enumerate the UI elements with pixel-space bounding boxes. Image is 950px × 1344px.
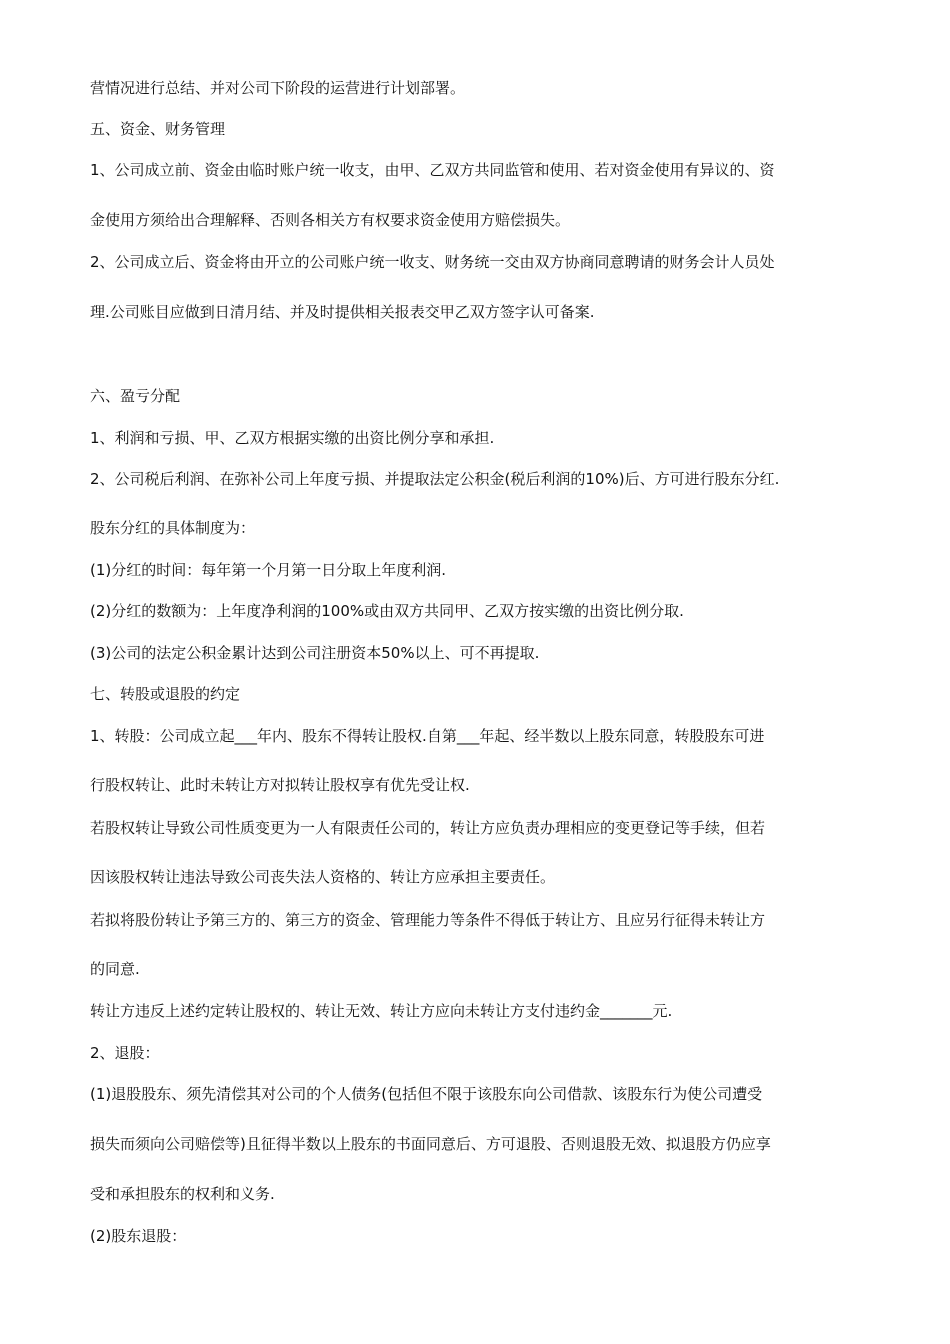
profit-clause-2: 2、公司税后利润、在弥补公司上年度亏损、并提取法定公积金(税后利润的10%)后、方可进行股东分红. bbox=[90, 470, 780, 488]
withdrawal-rule-1-line-2: 损失而须向公司赔偿等)且征得半数以上股东的书面同意后、方可退股、否则退股无效、拟退股方仍应享 bbox=[90, 1135, 771, 1153]
withdrawal-rule-1-line-3: 受和承担股东的权利和义务. bbox=[90, 1185, 275, 1203]
transfer-condition-line-1: 若股权转让导致公司性质变更为一人有限责任公司的，转让方应负责办理相应的变更登记等手续，但若 bbox=[90, 819, 766, 837]
section-heading-profit: 六、盈亏分配 bbox=[90, 387, 181, 405]
section-heading-transfer: 七、转股或退股的约定 bbox=[90, 685, 241, 703]
dividend-rules-intro: 股东分红的具体制度为： bbox=[90, 519, 256, 537]
dividend-rule-2: (2)分红的数额为：上年度净利润的100%或由双方共同甲、乙双方按实缴的出资比例分取. bbox=[90, 602, 684, 620]
dividend-rule-1: (1)分红的时间：每年第一个月第一日分取上年度利润. bbox=[90, 561, 447, 579]
withdrawal-rule-2: (2)股东退股： bbox=[90, 1227, 187, 1245]
transfer-clause-line-1: 1、转股：公司成立起___年内、股东不得转让股权.自第___年起、经半数以上股东同意，转股股东可进 bbox=[90, 727, 765, 745]
withdrawal-heading: 2、退股： bbox=[90, 1044, 160, 1062]
third-party-line-1: 若拟将股份转让予第三方的、第三方的资金、管理能力等条件不得低于转让方、且应另行征得未转让方 bbox=[90, 911, 766, 929]
profit-clause-1: 1、利润和亏损、甲、乙双方根据实缴的出资比例分享和承担. bbox=[90, 429, 495, 447]
penalty-clause: 转让方违反上述约定转让股权的、转让无效、转让方应向未转让方支付违约金_______元. bbox=[90, 1002, 673, 1020]
transfer-condition-line-2: 因该股权转让违法导致公司丧失法人资格的、转让方应承担主要责任。 bbox=[90, 868, 556, 886]
dividend-rule-3: (3)公司的法定公积金累计达到公司注册资本50%以上、可不再提取. bbox=[90, 644, 540, 662]
third-party-line-2: 的同意. bbox=[90, 960, 140, 978]
paragraph-continuation: 营情况进行总结、并对公司下阶段的运营进行计划部署。 bbox=[90, 79, 466, 97]
withdrawal-rule-1-line-1: (1)退股股东、须先清偿其对公司的个人债务(包括但不限于该股东向公司借款、该股东行为使公司遭受 bbox=[90, 1085, 763, 1103]
section-heading-finance: 五、资金、财务管理 bbox=[90, 120, 226, 138]
transfer-clause-line-2: 行股权转让、此时未转让方对拟转让股权享有优先受让权. bbox=[90, 776, 470, 794]
clause-1-line-1: 1、公司成立前、资金由临时账户统一收支，由甲、乙双方共同监管和使用、若对资金使用有异议的、资 bbox=[90, 161, 775, 179]
clause-1-line-2: 金使用方须给出合理解释、否则各相关方有权要求资金使用方赔偿损失。 bbox=[90, 211, 571, 229]
clause-2-line-2: 理.公司账目应做到日清月结、并及时提供相关报表交甲乙双方签字认可备案. bbox=[90, 303, 595, 321]
clause-2-line-1: 2、公司成立后、资金将由开立的公司账户统一收支、财务统一交由双方协商同意聘请的财务会计人员处 bbox=[90, 253, 775, 271]
